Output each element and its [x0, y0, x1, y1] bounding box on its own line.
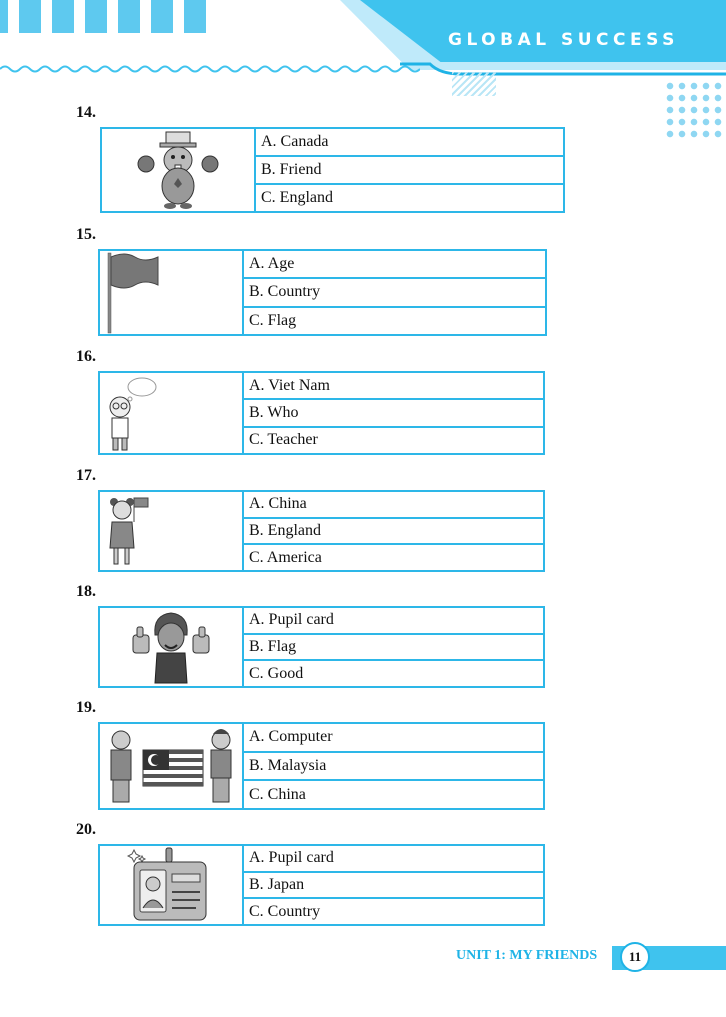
question-box	[98, 490, 545, 572]
question-number: 14.	[76, 104, 96, 121]
question-number: 17.	[76, 467, 96, 484]
dot-pattern	[664, 80, 724, 138]
option-c[interactable]: C. America	[249, 548, 322, 566]
option-c[interactable]: C. England	[261, 189, 333, 206]
question-number: 19.	[76, 699, 96, 716]
option-a[interactable]: A. Pupil card	[244, 846, 543, 873]
question-number: 15.	[76, 226, 96, 243]
option-c[interactable]: C. Country	[249, 902, 321, 920]
options-list	[244, 373, 543, 453]
flag-icon	[100, 251, 244, 334]
options-list	[244, 724, 543, 808]
beaver-canada-icon	[102, 129, 256, 211]
question-box	[98, 606, 545, 688]
option-a[interactable]: A. Canada	[256, 129, 563, 157]
header-underline	[400, 60, 726, 80]
id-card-icon	[100, 846, 244, 924]
option-a[interactable]: A. Pupil card	[244, 608, 543, 635]
option-b[interactable]: B. Friend	[256, 157, 563, 185]
options-list	[244, 846, 543, 924]
option-a[interactable]: A. China	[244, 492, 543, 519]
option-a[interactable]: A. Viet Nam	[244, 373, 543, 400]
question-box	[100, 127, 565, 213]
option-b[interactable]: B. Who	[244, 400, 543, 427]
options-list	[244, 492, 543, 570]
thinking-boy-icon	[100, 373, 244, 453]
question-box	[98, 722, 545, 810]
options-list	[244, 251, 545, 334]
option-b[interactable]: B. Japan	[244, 873, 543, 900]
girl-with-flag-icon	[100, 492, 244, 570]
thumbs-up-girl-icon	[100, 608, 244, 686]
option-b[interactable]: B. Country	[244, 279, 545, 307]
option-b[interactable]: B. Flag	[244, 635, 543, 662]
option-b[interactable]: B. Malaysia	[244, 753, 543, 782]
malaysia-flag-kids-icon	[100, 724, 244, 808]
header-title: GLOBAL SUCCESS	[448, 30, 679, 50]
question-number: 20.	[76, 821, 96, 838]
footer-unit-title: UNIT 1: MY FRIENDS	[456, 948, 598, 963]
question-box	[98, 371, 545, 455]
question-number: 18.	[76, 583, 96, 600]
question-box	[98, 249, 547, 336]
option-c[interactable]: C. China	[249, 785, 306, 803]
option-b[interactable]: B. England	[244, 519, 543, 546]
header-stripes	[0, 0, 240, 33]
option-c[interactable]: C. Flag	[249, 311, 297, 329]
question-number: 16.	[76, 348, 96, 365]
page-number: 11	[620, 942, 650, 972]
options-list	[256, 129, 563, 211]
hatch-pattern	[452, 72, 496, 96]
option-a[interactable]: A. Age	[244, 251, 545, 279]
wave-divider	[0, 64, 420, 74]
question-box	[98, 844, 545, 926]
option-a[interactable]: A. Computer	[244, 724, 543, 753]
option-c[interactable]: C. Teacher	[249, 431, 318, 449]
options-list	[244, 608, 543, 686]
option-c[interactable]: C. Good	[249, 664, 304, 682]
